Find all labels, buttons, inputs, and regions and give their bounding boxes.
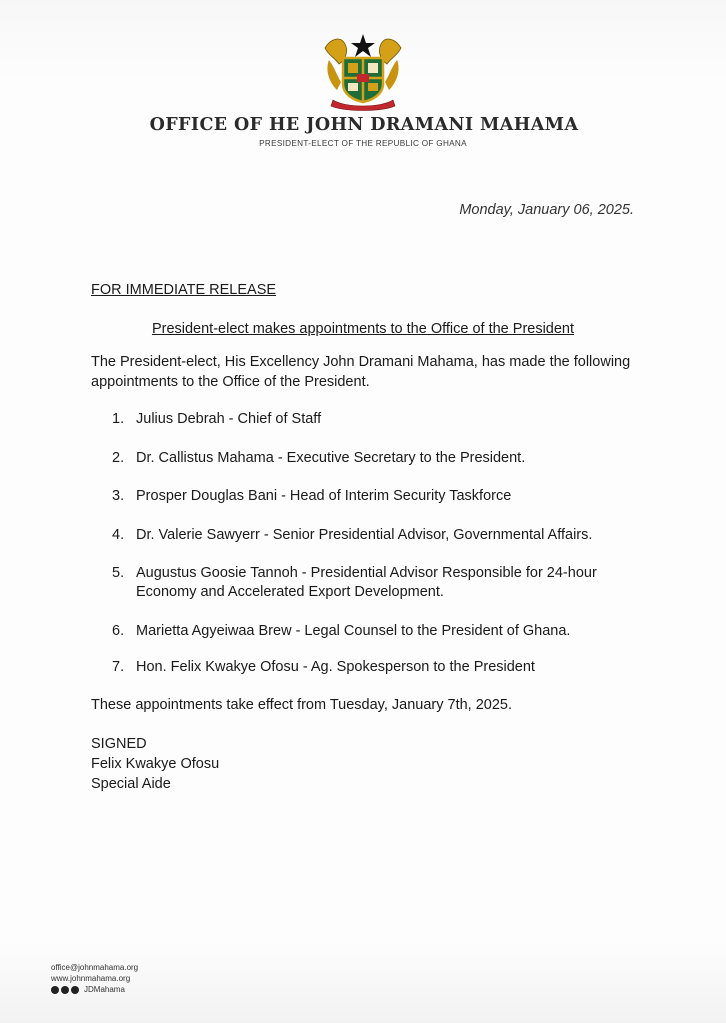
ghana-coat-of-arms-icon <box>315 30 411 112</box>
signature-block <box>91 734 219 794</box>
list-number: 4. <box>112 527 125 543</box>
signed-label: SIGNED <box>91 736 147 752</box>
headline: President-elect makes appointments to the Office of the President <box>151 321 575 337</box>
list-text: Dr. Callistus Mahama - Executive Secretary to the President. <box>136 450 526 466</box>
list-text: Marietta Agyeiwaa Brew - Legal Counsel to the President of Ghana. <box>136 623 571 639</box>
list-number: 2. <box>112 450 125 466</box>
list-number: 7. <box>112 659 125 675</box>
list-text: Augustus Goosie Tannoh - Presidential Advisor Responsible for 24-hour Economy and Accelerated Export Development. <box>136 565 597 600</box>
release-date: Monday, January 06, 2025. <box>459 202 634 218</box>
footer-email: office@johnmahama.org <box>51 963 139 972</box>
footer-contact <box>51 962 138 995</box>
facebook-icon <box>51 986 59 994</box>
signatory-title: Special Aide <box>91 776 171 792</box>
signatory-name: Felix Kwakye Ofosu <box>91 756 220 772</box>
instagram-icon <box>71 986 79 994</box>
list-number: 6. <box>112 623 125 639</box>
social-row <box>51 984 138 995</box>
intro-paragraph: The President-elect, His Excellency John Dramani Mahama, has made the following appointments to the Office of the President. <box>91 354 631 390</box>
office-title: OFFICE OF HE JOHN DRAMANI MAHAMA <box>149 115 579 135</box>
release-label: FOR IMMEDIATE RELEASE <box>91 282 277 298</box>
x-icon <box>61 986 69 994</box>
office-subtitle: PRESIDENT-ELECT OF THE REPUBLIC OF GHANA <box>259 139 467 148</box>
effective-date-note: These appointments take effect from Tuesday, January 7th, 2025. <box>91 697 513 713</box>
list-number: 5. <box>112 565 125 581</box>
social-handle: JDMahama <box>84 985 125 994</box>
list-number: 1. <box>112 411 125 427</box>
list-text: Prosper Douglas Bani - Head of Interim Security Taskforce <box>136 488 512 504</box>
list-number: 3. <box>112 488 125 504</box>
footer-website: www.johnmahama.org <box>51 974 131 983</box>
list-text: Dr. Valerie Sawyerr - Senior Presidential Advisor, Governmental Affairs. <box>136 527 593 543</box>
list-text: Hon. Felix Kwakye Ofosu - Ag. Spokesperson to the President <box>136 659 535 675</box>
list-text: Julius Debrah - Chief of Staff <box>136 411 322 427</box>
